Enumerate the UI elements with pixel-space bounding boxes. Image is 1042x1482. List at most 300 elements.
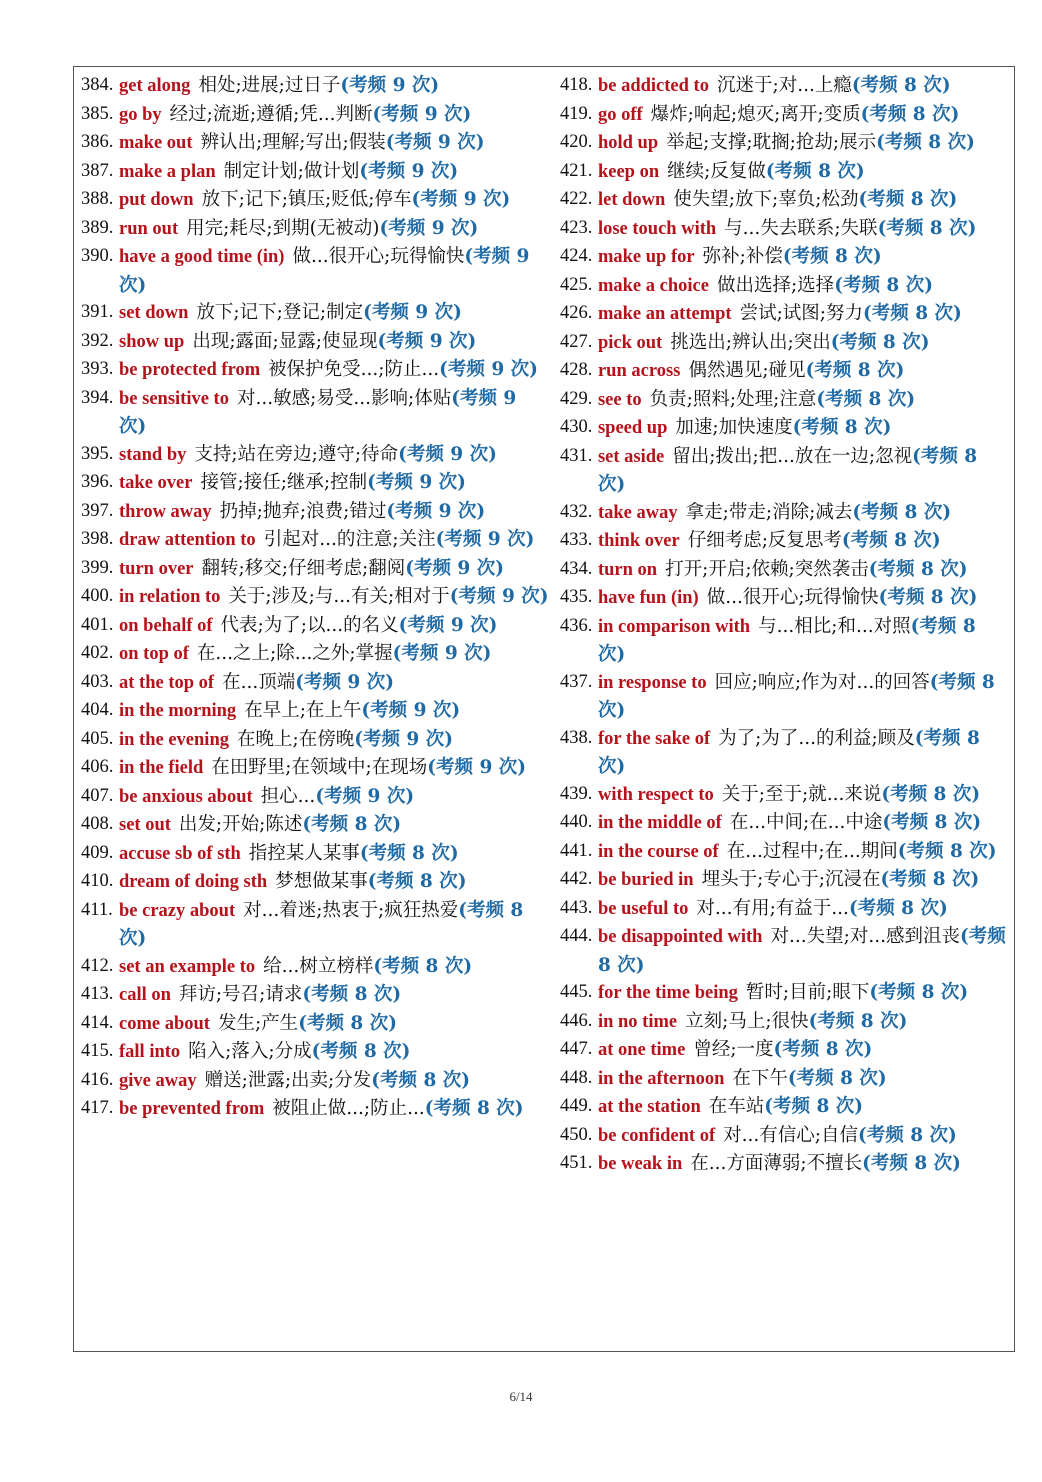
frequency-label: (考频 8 次) bbox=[597, 671, 995, 721]
phrase-term: with respect to bbox=[597, 784, 714, 805]
frequency-label: (考频 8 次) bbox=[881, 783, 981, 805]
phrase-term: make out bbox=[119, 133, 193, 153]
phrase-term: set an example to bbox=[119, 956, 256, 977]
entry-number: 444. bbox=[559, 926, 593, 946]
phrase-meaning: 暂时;目前;眼下 bbox=[745, 982, 870, 1003]
phrase-term: on top of bbox=[119, 644, 189, 664]
entry-number: 442. bbox=[559, 869, 593, 889]
frequency-label: (考频 8 次) bbox=[787, 1067, 887, 1089]
phrase-meaning: 曾经;一度 bbox=[693, 1039, 774, 1060]
phrase-meaning: 放下;记下;登记;制定 bbox=[196, 302, 364, 323]
entry-number: 424. bbox=[559, 246, 593, 266]
entry-number: 384. bbox=[81, 75, 114, 95]
phrase-entry bbox=[81, 129, 549, 158]
frequency-label: (考频 8 次) bbox=[858, 1124, 957, 1146]
phrase-term: speed up bbox=[597, 418, 668, 438]
frequency-label: (考频 8 次) bbox=[119, 899, 524, 949]
phrase-meaning: 给...树立榜样 bbox=[263, 955, 374, 977]
phrase-meaning: 接管;接任;继承;控制 bbox=[200, 472, 368, 493]
phrase-entry bbox=[560, 1008, 1006, 1037]
phrase-term: run across bbox=[597, 361, 681, 381]
phrase-entry bbox=[560, 158, 1006, 187]
phrase-entry bbox=[560, 1036, 1006, 1065]
frequency-label: (考频 8 次) bbox=[848, 897, 948, 919]
entry-number: 406. bbox=[81, 757, 114, 777]
entry-number: 448. bbox=[559, 1067, 593, 1088]
phrase-term: think over bbox=[597, 531, 680, 551]
entry-number: 398. bbox=[81, 529, 114, 549]
phrase-meaning: 经过;流逝;遵循;凭...判断 bbox=[169, 103, 373, 125]
frequency-label: (考频 8 次) bbox=[862, 1153, 961, 1174]
phrase-entry bbox=[560, 669, 1006, 725]
phrase-term: in the afternoon bbox=[597, 1068, 725, 1089]
phrase-term: go by bbox=[119, 104, 162, 125]
frequency-label: (考频 9 次) bbox=[392, 643, 492, 664]
entry-number: 411. bbox=[81, 899, 113, 920]
phrase-meaning: 尝试;试图;努力 bbox=[739, 303, 864, 324]
phrase-entry bbox=[81, 726, 549, 755]
phrase-meaning: 回应;响应;作为对...的回答 bbox=[714, 671, 930, 693]
entry-number: 422. bbox=[559, 189, 593, 209]
phrase-meaning: 做出选择;选择 bbox=[716, 274, 835, 296]
entry-number: 447. bbox=[559, 1039, 593, 1059]
phrase-term: in the middle of bbox=[597, 813, 722, 833]
frequency-label: (考频 9 次) bbox=[386, 500, 486, 522]
right-column bbox=[555, 67, 1014, 1351]
phrase-meaning: 使失望;放下;辜负;松劲 bbox=[673, 189, 859, 210]
frequency-label: (考频 8 次) bbox=[851, 75, 951, 96]
phrase-meaning: 爆炸;响起;熄灭;离开;变质 bbox=[650, 103, 861, 125]
phrase-term: for the sake of bbox=[597, 728, 711, 749]
phrase-term: call on bbox=[119, 985, 171, 1005]
entry-number: 416. bbox=[81, 1069, 114, 1090]
phrase-entry bbox=[81, 101, 549, 130]
frequency-label: (考频 9 次) bbox=[361, 700, 461, 721]
phrase-entry bbox=[81, 840, 549, 869]
frequency-label: (考频 8 次) bbox=[834, 274, 933, 296]
frequency-label: (考频 8 次) bbox=[805, 360, 905, 381]
entry-number: 439. bbox=[559, 783, 593, 804]
phrase-term: be anxious about bbox=[119, 786, 253, 807]
phrase-meaning: 陷入;落入;分成 bbox=[188, 1041, 312, 1062]
entry-number: 409. bbox=[81, 842, 114, 863]
entry-number: 421. bbox=[559, 160, 593, 181]
phrase-term: set down bbox=[119, 303, 189, 323]
phrase-meaning: 放下;记下;镇压;贬低;停车 bbox=[201, 189, 412, 210]
phrase-entry bbox=[81, 697, 549, 726]
entry-number: 449. bbox=[559, 1096, 593, 1116]
phrase-entry bbox=[560, 781, 1006, 810]
frequency-label: (考频 8 次) bbox=[852, 501, 952, 523]
phrase-entry bbox=[81, 498, 549, 527]
entry-number: 400. bbox=[81, 586, 114, 606]
phrase-term: in the morning bbox=[119, 701, 237, 721]
frequency-label: (考频 8 次) bbox=[764, 1096, 864, 1117]
frequency-label: (考频 9 次) bbox=[449, 586, 549, 607]
frequency-label: (考频 8 次) bbox=[878, 587, 978, 608]
phrase-term: fall into bbox=[119, 1042, 181, 1062]
frequency-label: (考频 8 次) bbox=[298, 1012, 397, 1034]
phrase-meaning: 被保护免受...;防止... bbox=[268, 359, 440, 380]
phrase-meaning: 梦想做某事 bbox=[275, 871, 368, 892]
phrase-meaning: 在...顶端 bbox=[222, 671, 296, 693]
phrase-entry bbox=[560, 300, 1006, 329]
entry-number: 391. bbox=[81, 302, 114, 322]
phrase-entry bbox=[560, 357, 1006, 386]
phrase-term: stand by bbox=[119, 444, 187, 465]
frequency-label: (考频 9 次) bbox=[363, 302, 462, 323]
phrase-term: come about bbox=[119, 1013, 210, 1034]
phrase-entry bbox=[81, 356, 549, 385]
phrase-meaning: 指控某人某事 bbox=[248, 842, 360, 864]
phrase-entry bbox=[560, 215, 1006, 244]
phrase-entry bbox=[81, 583, 549, 612]
phrase-term: be addicted to bbox=[597, 76, 709, 96]
phrase-term: throw away bbox=[119, 501, 212, 522]
phrase-meaning: 立刻;马上;很快 bbox=[685, 1010, 809, 1032]
phrase-term: at the station bbox=[597, 1097, 701, 1117]
frequency-label: (考频 8 次) bbox=[877, 217, 977, 239]
frequency-label: (考频 9 次) bbox=[385, 132, 485, 153]
phrase-meaning: 出发;开始;陈述 bbox=[178, 814, 303, 835]
phrase-term: in response to bbox=[597, 672, 707, 693]
phrase-meaning: 仔细考虑;反复思考 bbox=[687, 530, 842, 551]
frequency-label: (考频 8 次) bbox=[302, 814, 402, 835]
phrase-entry bbox=[560, 556, 1006, 585]
phrase-meaning: 留出;拨出;把...放在一边;忽视 bbox=[672, 445, 913, 467]
phrase-term: go off bbox=[597, 104, 643, 125]
phrase-term: be disappointed with bbox=[597, 927, 763, 947]
phrase-meaning: 对...有信心;自信 bbox=[723, 1124, 859, 1146]
phrase-entry bbox=[560, 809, 1006, 838]
phrase-entry bbox=[81, 868, 549, 897]
entry-number: 425. bbox=[559, 274, 593, 295]
phrase-entry bbox=[81, 612, 549, 641]
entry-number: 434. bbox=[559, 558, 593, 579]
entry-number: 451. bbox=[559, 1153, 593, 1173]
phrase-term: on behalf of bbox=[119, 615, 213, 636]
phrase-meaning: 翻转;移交;仔细考虑;翻阅 bbox=[201, 557, 406, 579]
entry-number: 387. bbox=[81, 160, 114, 181]
phrase-entry bbox=[560, 866, 1006, 895]
entry-number: 418. bbox=[559, 75, 593, 95]
entry-number: 407. bbox=[81, 785, 114, 806]
phrase-term: make up for bbox=[597, 247, 695, 267]
frequency-label: (考频 8 次) bbox=[424, 1098, 524, 1119]
frequency-label: (考频 9 次) bbox=[295, 671, 394, 693]
phrase-meaning: 与...失去联系;失联 bbox=[724, 217, 878, 239]
phrase-term: set aside bbox=[597, 446, 665, 467]
phrase-entry bbox=[81, 385, 549, 441]
phrase-entry bbox=[560, 414, 1006, 443]
phrase-meaning: 在田野里;在领域中;在现场 bbox=[211, 757, 428, 778]
phrase-meaning: 对...敏感;易受...影响;体贴 bbox=[236, 387, 452, 409]
frequency-label: (考频 9 次) bbox=[435, 529, 535, 550]
phrase-meaning: 相处;进展;过日子 bbox=[198, 75, 341, 96]
phrase-term: have a good time (in) bbox=[119, 247, 285, 267]
phrase-entry bbox=[560, 1065, 1006, 1094]
entry-number: 435. bbox=[559, 587, 593, 607]
phrase-term: get along bbox=[119, 76, 191, 96]
frequency-label: (考频 9 次) bbox=[367, 472, 466, 493]
phrase-entry bbox=[560, 1150, 1006, 1179]
phrase-meaning: 在晚上;在傍晚 bbox=[236, 728, 355, 750]
entry-number: 402. bbox=[81, 643, 114, 663]
phrase-meaning: 扔掉;抛弃;浪费;错过 bbox=[219, 500, 387, 522]
phrase-meaning: 在早上;在上午 bbox=[244, 700, 362, 721]
phrase-meaning: 在...之上;除...之外;掌握 bbox=[196, 643, 393, 664]
frequency-label: (考频 8 次) bbox=[373, 955, 473, 977]
phrase-entry bbox=[81, 981, 549, 1010]
frequency-label: (考频 8 次) bbox=[876, 132, 975, 153]
frequency-label: (考频 8 次) bbox=[597, 445, 978, 495]
phrase-term: make an attempt bbox=[597, 304, 732, 324]
phrase-entry bbox=[81, 186, 549, 215]
phrase-term: in no time bbox=[597, 1011, 678, 1032]
frequency-label: (考频 8 次) bbox=[597, 926, 1006, 976]
frequency-label: (考频 8 次) bbox=[808, 1010, 908, 1032]
frequency-label: (考频 8 次) bbox=[868, 558, 968, 580]
phrase-entry bbox=[81, 783, 549, 812]
entry-number: 415. bbox=[81, 1041, 114, 1061]
entry-number: 438. bbox=[559, 727, 593, 748]
frequency-label: (考频 9 次) bbox=[398, 614, 498, 636]
phrase-term: be protected from bbox=[119, 360, 261, 380]
entry-number: 403. bbox=[81, 671, 114, 692]
phrase-term: lose touch with bbox=[597, 218, 717, 239]
entry-number: 404. bbox=[81, 700, 114, 720]
frequency-label: (考频 9 次) bbox=[372, 103, 472, 125]
phrase-entry bbox=[81, 1038, 549, 1067]
phrase-entry bbox=[560, 329, 1006, 358]
entry-number: 394. bbox=[81, 387, 114, 408]
phrase-entry bbox=[560, 443, 1006, 499]
entry-number: 412. bbox=[81, 955, 114, 976]
entry-number: 450. bbox=[559, 1124, 593, 1145]
entry-number: 397. bbox=[81, 500, 114, 521]
phrase-term: draw attention to bbox=[119, 530, 256, 550]
phrase-term: make a choice bbox=[597, 275, 709, 296]
phrase-meaning: 在...中间;在...中途 bbox=[729, 812, 883, 833]
frequency-label: (考频 8 次) bbox=[782, 246, 882, 267]
phrase-entry bbox=[560, 1093, 1006, 1122]
phrase-term: keep on bbox=[597, 161, 660, 182]
frequency-label: (考频 9 次) bbox=[379, 217, 479, 239]
phrase-term: at one time bbox=[597, 1040, 686, 1060]
entry-number: 441. bbox=[559, 840, 593, 861]
phrase-entry bbox=[81, 299, 549, 328]
phrase-meaning: 对...着迷;热衷于;疯狂热爱 bbox=[243, 899, 459, 921]
phrase-term: turn over bbox=[119, 558, 194, 579]
phrase-entry bbox=[560, 186, 1006, 215]
phrase-meaning: 发生;产生 bbox=[217, 1012, 299, 1034]
phrase-meaning: 赠送;泄露;出卖;分发 bbox=[204, 1069, 372, 1091]
phrase-meaning: 担心... bbox=[260, 785, 316, 807]
phrase-term: turn on bbox=[597, 559, 658, 580]
phrase-entry bbox=[81, 897, 549, 953]
phrase-entry bbox=[81, 669, 549, 698]
phrase-meaning: 代表;为了;以...的名义 bbox=[220, 614, 399, 636]
entry-number: 420. bbox=[559, 132, 593, 152]
entry-number: 445. bbox=[559, 982, 593, 1002]
phrase-entry bbox=[560, 613, 1006, 669]
entry-number: 428. bbox=[559, 360, 593, 380]
entry-number: 393. bbox=[81, 359, 114, 379]
phrase-meaning: 对...失望;对...感到沮丧 bbox=[770, 926, 960, 947]
frequency-label: (考频 9 次) bbox=[405, 557, 504, 579]
phrase-meaning: 做...很开心;玩得愉快 bbox=[706, 587, 879, 608]
phrase-term: have fun (in) bbox=[597, 588, 699, 608]
entry-number: 386. bbox=[81, 132, 114, 152]
entry-number: 408. bbox=[81, 814, 114, 834]
phrase-entry bbox=[560, 129, 1006, 158]
entry-number: 443. bbox=[559, 897, 593, 918]
phrase-meaning: 关于;至于;就...来说 bbox=[721, 783, 882, 805]
phrase-term: show up bbox=[119, 331, 185, 352]
phrase-term: set out bbox=[119, 815, 171, 835]
phrase-meaning: 在...过程中;在...期间 bbox=[726, 840, 898, 862]
frequency-label: (考频 8 次) bbox=[773, 1039, 873, 1060]
phrase-term: be useful to bbox=[597, 898, 689, 919]
phrase-entry bbox=[560, 838, 1006, 867]
entry-number: 433. bbox=[559, 530, 593, 550]
frequency-label: (考频 8 次) bbox=[882, 812, 982, 833]
entry-number: 390. bbox=[81, 246, 114, 266]
entry-number: 401. bbox=[81, 614, 114, 635]
entry-number: 437. bbox=[559, 671, 593, 692]
entry-number: 430. bbox=[559, 417, 593, 437]
vocabulary-table bbox=[73, 66, 1015, 1352]
phrase-entry bbox=[560, 895, 1006, 924]
phrase-meaning: 制定计划;做计划 bbox=[223, 160, 360, 182]
phrase-term: in the evening bbox=[119, 729, 229, 750]
phrase-meaning: 举起;支撑;耽搁;抢劫;展示 bbox=[666, 132, 877, 153]
frequency-label: (考频 9 次) bbox=[427, 757, 527, 778]
entry-number: 417. bbox=[81, 1098, 114, 1118]
frequency-label: (考频 9 次) bbox=[119, 246, 530, 296]
phrase-entry bbox=[560, 923, 1006, 979]
phrase-entry bbox=[81, 754, 549, 783]
frequency-label: (考频 9 次) bbox=[354, 728, 453, 750]
phrase-entry bbox=[81, 526, 549, 555]
phrase-meaning: 偶然遇见;碰见 bbox=[688, 360, 806, 381]
phrase-meaning: 做...很开心;玩得愉快 bbox=[292, 246, 465, 267]
phrase-entry bbox=[81, 72, 549, 101]
phrase-term: be prevented from bbox=[119, 1099, 265, 1119]
entry-number: 388. bbox=[81, 189, 114, 209]
phrase-meaning: 在下午 bbox=[732, 1067, 788, 1089]
phrase-meaning: 用完;耗尽;到期(无被动) bbox=[186, 217, 380, 239]
phrase-meaning: 沉迷于;对...上瘾 bbox=[716, 75, 852, 96]
entry-number: 423. bbox=[559, 217, 593, 238]
phrase-meaning: 打开;开启;依赖;突然袭击 bbox=[665, 558, 869, 580]
frequency-label: (考频 8 次) bbox=[597, 727, 980, 777]
frequency-label: (考频 9 次) bbox=[439, 359, 538, 380]
phrase-entry bbox=[560, 386, 1006, 415]
phrase-entry bbox=[81, 215, 549, 244]
phrase-term: accuse sb of sth bbox=[119, 843, 241, 864]
phrase-term: be sensitive to bbox=[119, 388, 229, 409]
phrase-meaning: 与...相比;和...对照 bbox=[758, 615, 911, 637]
phrase-meaning: 继续;反复做 bbox=[667, 160, 766, 182]
phrase-entry bbox=[81, 158, 549, 187]
frequency-label: (考频 8 次) bbox=[371, 1069, 471, 1091]
entry-number: 385. bbox=[81, 103, 114, 124]
phrase-term: make a plan bbox=[119, 161, 216, 182]
phrase-entry bbox=[81, 469, 549, 498]
phrase-term: let down bbox=[597, 190, 666, 210]
phrase-entry bbox=[560, 243, 1006, 272]
phrase-entry bbox=[560, 499, 1006, 528]
phrase-term: be weak in bbox=[597, 1154, 683, 1174]
phrase-term: see to bbox=[597, 389, 642, 410]
entry-number: 396. bbox=[81, 472, 114, 492]
phrase-meaning: 为了;为了...的利益;顾及 bbox=[718, 727, 915, 749]
frequency-label: (考频 8 次) bbox=[765, 160, 865, 182]
entry-number: 389. bbox=[81, 217, 114, 238]
phrase-meaning: 加速;加快速度 bbox=[675, 417, 793, 438]
frequency-label: (考频 9 次) bbox=[119, 387, 517, 437]
phrase-entry bbox=[81, 953, 549, 982]
entry-number: 392. bbox=[81, 330, 114, 351]
phrase-meaning: 支持;站在旁边;遵守;待命 bbox=[194, 443, 399, 465]
phrase-meaning: 引起对...的注意;关注 bbox=[263, 529, 436, 550]
entry-number: 413. bbox=[81, 984, 114, 1004]
phrase-meaning: 关于;涉及;与...有关;相对于 bbox=[228, 586, 450, 607]
phrase-entry bbox=[560, 725, 1006, 781]
frequency-label: (考频 8 次) bbox=[897, 840, 997, 862]
frequency-label: (考频 9 次) bbox=[377, 330, 477, 352]
phrase-entry bbox=[81, 640, 549, 669]
frequency-label: (考频 8 次) bbox=[792, 417, 892, 438]
phrase-entry bbox=[81, 555, 549, 584]
phrase-term: be buried in bbox=[597, 870, 694, 890]
phrase-meaning: 出现;露面;显露;使显现 bbox=[192, 330, 378, 352]
frequency-label: (考频 8 次) bbox=[869, 982, 969, 1003]
frequency-label: (考频 9 次) bbox=[315, 785, 415, 807]
frequency-label: (考频 8 次) bbox=[816, 388, 916, 410]
phrase-meaning: 辨认出;理解;写出;假装 bbox=[200, 132, 386, 153]
phrase-term: in relation to bbox=[119, 587, 221, 607]
phrase-entry bbox=[560, 72, 1006, 101]
phrase-entry bbox=[81, 243, 549, 299]
phrase-meaning: 弥补;补偿 bbox=[702, 246, 783, 267]
frequency-label: (考频 8 次) bbox=[311, 1041, 411, 1062]
phrase-meaning: 挑选出;辨认出;突出 bbox=[670, 331, 831, 353]
phrase-term: in the course of bbox=[597, 841, 719, 862]
frequency-label: (考频 8 次) bbox=[302, 984, 402, 1005]
entry-number: 426. bbox=[559, 303, 593, 323]
frequency-label: (考频 8 次) bbox=[880, 869, 980, 890]
frequency-label: (考频 9 次) bbox=[359, 160, 459, 182]
phrase-term: in comparison with bbox=[597, 616, 751, 637]
phrase-entry bbox=[560, 584, 1006, 613]
frequency-label: (考频 9 次) bbox=[340, 75, 440, 96]
entry-number: 427. bbox=[559, 331, 593, 352]
entry-number: 419. bbox=[559, 103, 593, 124]
entry-number: 405. bbox=[81, 728, 114, 749]
entry-number: 429. bbox=[559, 388, 593, 409]
frequency-label: (考频 8 次) bbox=[830, 331, 930, 353]
frequency-label: (考频 8 次) bbox=[860, 103, 960, 125]
phrase-term: at the top of bbox=[119, 672, 215, 693]
phrase-entry bbox=[560, 101, 1006, 130]
entry-number: 446. bbox=[559, 1010, 593, 1031]
entry-number: 436. bbox=[559, 615, 593, 636]
phrase-meaning: 在...方面薄弱;不擅长 bbox=[690, 1153, 863, 1174]
phrase-term: for the time being bbox=[597, 983, 738, 1003]
phrase-entry bbox=[81, 1010, 549, 1039]
